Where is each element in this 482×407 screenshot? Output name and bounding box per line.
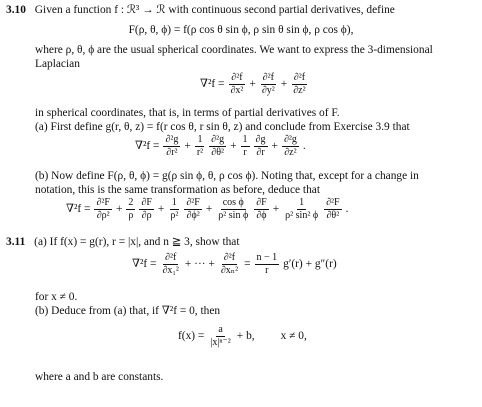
plus: + bbox=[184, 139, 191, 152]
num: ∂²g bbox=[165, 134, 179, 145]
frac bbox=[163, 134, 180, 159]
num: ∂g bbox=[255, 134, 266, 145]
lhs: ∇²f = bbox=[135, 139, 160, 152]
num: 1 bbox=[197, 134, 203, 145]
num: ∂²g bbox=[283, 134, 297, 145]
den: ∂y² bbox=[261, 85, 275, 96]
num: ∂²F bbox=[96, 197, 110, 208]
frac bbox=[283, 197, 320, 222]
frac bbox=[241, 134, 250, 159]
laplacian-radial bbox=[130, 252, 339, 277]
den: ρ² bbox=[170, 210, 179, 221]
num: a bbox=[218, 324, 223, 335]
num: ∂F bbox=[141, 197, 152, 208]
lhs: ∇²f = bbox=[132, 257, 157, 270]
exercise-3-10-line1 bbox=[6, 4, 395, 17]
frac bbox=[282, 134, 299, 159]
plus: + bbox=[272, 202, 280, 215]
frac bbox=[160, 252, 180, 277]
frac bbox=[228, 72, 245, 97]
laplacian-cylindrical bbox=[133, 134, 308, 159]
plus: + bbox=[271, 139, 278, 152]
num: ∂²f bbox=[262, 72, 274, 83]
ellipsis: + ··· + bbox=[184, 257, 215, 270]
den: ∂r² bbox=[166, 147, 178, 158]
solution-formula bbox=[176, 324, 309, 349]
period: . bbox=[345, 202, 349, 215]
frac bbox=[209, 134, 226, 159]
tail: g′(r) + g″(r) bbox=[283, 257, 337, 270]
num: 1 bbox=[171, 197, 177, 208]
num: ∂F bbox=[256, 197, 267, 208]
exercise-number: 3.10 bbox=[6, 4, 26, 16]
laplacian-spherical bbox=[64, 197, 350, 222]
den: ∂x₁² bbox=[162, 265, 179, 276]
frac bbox=[324, 197, 342, 222]
frac bbox=[94, 197, 112, 222]
part-b: (b) Deduce from (a) that, if ∇²f = 0, then bbox=[35, 305, 221, 317]
plus: + bbox=[115, 202, 123, 215]
den: ρ bbox=[128, 210, 134, 221]
den: r bbox=[243, 147, 247, 158]
tail: + b, bbox=[236, 329, 255, 342]
frac bbox=[260, 72, 277, 97]
lhs: ∇²f = bbox=[200, 77, 225, 90]
plus: + bbox=[230, 139, 237, 152]
exercise-3-11-line1 bbox=[6, 236, 240, 249]
num: ∂²f bbox=[223, 252, 236, 263]
den: r bbox=[265, 265, 269, 276]
den: r² bbox=[196, 147, 204, 158]
den: ∂r bbox=[256, 147, 265, 158]
equals: = bbox=[244, 257, 251, 270]
den: ∂θ² bbox=[326, 210, 340, 221]
exercise-number: 3.11 bbox=[6, 236, 26, 248]
den: ∂ϕ² bbox=[186, 210, 200, 221]
plus: + bbox=[249, 77, 256, 90]
den: |x|ⁿ⁻² bbox=[210, 337, 231, 348]
part-a: (a) If f(x) = g(r), r = |x|, and n ≧ 3, show that bbox=[34, 236, 240, 248]
frac bbox=[195, 134, 205, 159]
den: ρ² sin ϕ bbox=[218, 210, 249, 221]
text: Laplacian bbox=[35, 58, 80, 70]
num: ∂²g bbox=[211, 134, 225, 145]
condition: x ≠ 0, bbox=[280, 329, 307, 342]
lhs: f(x) = bbox=[178, 329, 205, 342]
text: in spherical coordinates, that is, in terms of partial derivatives of F. bbox=[35, 107, 340, 119]
plus: + bbox=[205, 202, 213, 215]
text: Given a function f : ℛ³ → ℛ with continuous second partial derivatives, define bbox=[34, 4, 395, 16]
den: ∂ρ² bbox=[96, 210, 110, 221]
definition-F: F(ρ, θ, ϕ) = f(ρ cos θ sin ϕ, ρ sin θ sin ϕ, ρ cos ϕ), bbox=[128, 24, 354, 36]
num: ∂²F bbox=[326, 197, 340, 208]
frac bbox=[216, 197, 250, 222]
part-b: (b) Now define F(ρ, θ, ϕ) = g(ρ sin ϕ, θ, ρ cos ϕ). Noting that, except for a change in bbox=[35, 170, 419, 182]
num: 2 bbox=[128, 197, 134, 208]
frac bbox=[126, 197, 135, 222]
frac bbox=[255, 252, 280, 277]
frac bbox=[184, 197, 202, 222]
period: . bbox=[302, 139, 306, 152]
den: ∂ρ bbox=[141, 210, 152, 221]
den: ρ² sin² ϕ bbox=[285, 210, 319, 221]
text: where a and b are constants. bbox=[35, 371, 164, 383]
num: n − 1 bbox=[256, 252, 278, 263]
frac bbox=[219, 252, 240, 277]
den: ∂z² bbox=[293, 85, 306, 96]
frac bbox=[254, 134, 268, 159]
lhs: ∇²f = bbox=[66, 202, 91, 215]
num: ∂²f bbox=[231, 72, 243, 83]
frac bbox=[291, 72, 307, 97]
plus: + bbox=[157, 202, 165, 215]
frac bbox=[168, 197, 180, 222]
text: notation, this is the same transformation as before, deduce that bbox=[35, 184, 320, 196]
num: ∂²F bbox=[186, 197, 200, 208]
text: for x ≠ 0. bbox=[35, 291, 78, 303]
num: ∂²f bbox=[293, 72, 306, 83]
num: ∂²f bbox=[165, 252, 177, 263]
den: ∂ϕ bbox=[256, 210, 267, 221]
num: cos ϕ bbox=[222, 197, 244, 208]
frac bbox=[139, 197, 154, 222]
den: ∂xₙ² bbox=[220, 265, 239, 276]
num: 1 bbox=[299, 197, 305, 208]
frac bbox=[208, 324, 232, 349]
den: ∂z² bbox=[284, 147, 297, 158]
den: ∂x² bbox=[230, 85, 244, 96]
laplacian-cartesian bbox=[198, 72, 310, 97]
den: ∂θ² bbox=[211, 147, 224, 158]
text: where ρ, θ, ϕ are the usual spherical coordinates. We want to express the 3-dimensional bbox=[35, 44, 433, 56]
part-a: (a) First define g(r, θ, z) = f(r cos θ, r sin θ, z) and conclude from Exercise 3.9 that bbox=[35, 121, 410, 133]
frac bbox=[254, 197, 269, 222]
plus: + bbox=[280, 77, 288, 90]
num: 1 bbox=[242, 134, 248, 145]
